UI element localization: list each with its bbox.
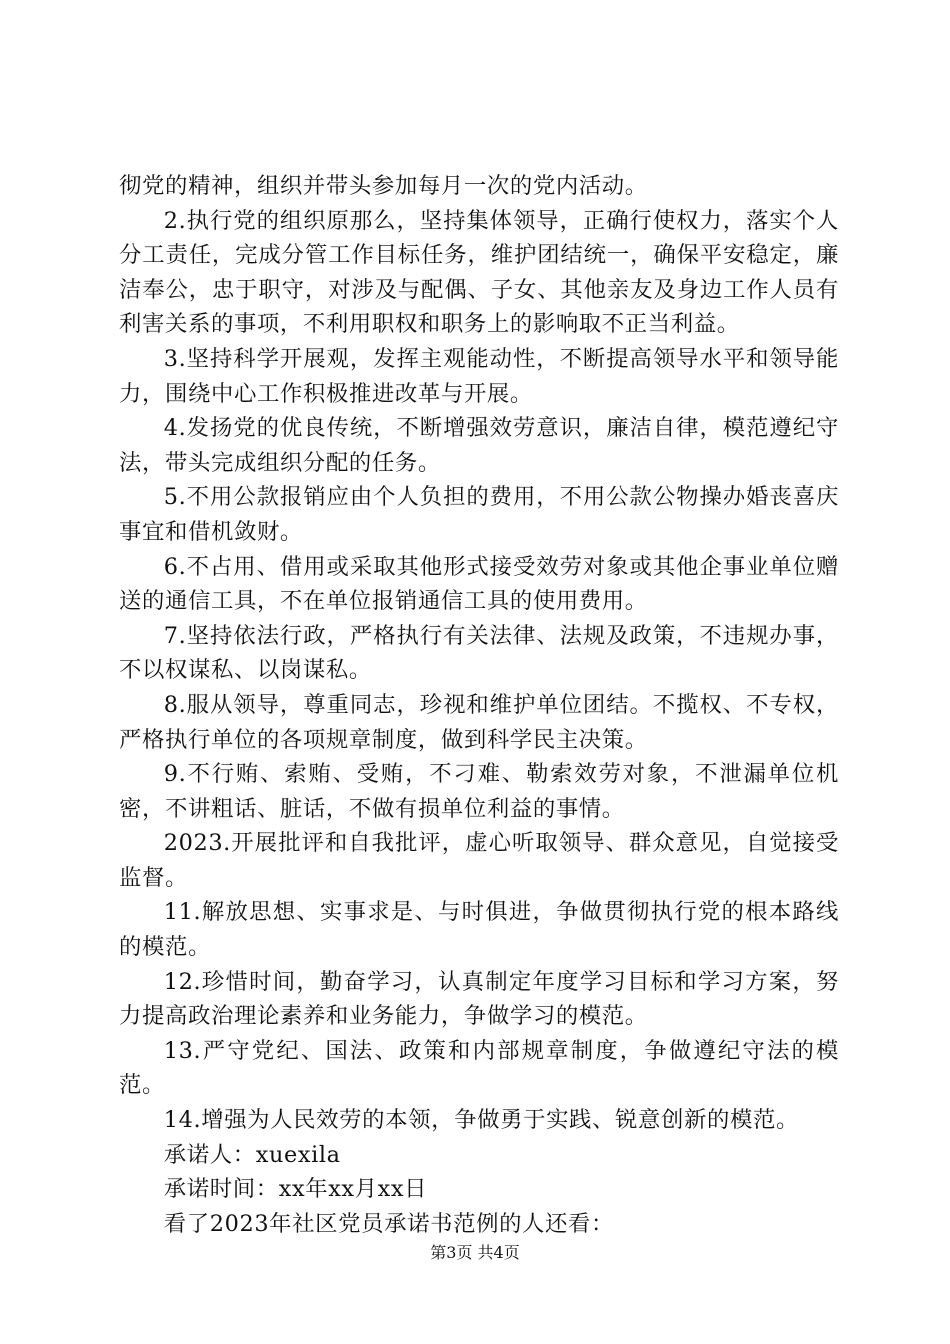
paragraph-item-12: 12.珍惜时间，勤奋学习，认真制定年度学习目标和学习方案，努力提高政治理论素养和业务能力，争做学习的模范。 (119, 968, 839, 1030)
paragraph-item-14: 14.增强为人民效劳的本领，争做勇于实践、锐意创新的模范。 (163, 1107, 799, 1134)
document-body (119, 169, 839, 1241)
signer-line: 承诺人：xuexila (163, 1141, 341, 1168)
paragraph-item-3: 3.坚持科学开展观，发挥主观能动性，不断提高领导水平和领导能力，围绕中心工作积极推进改革与开展。 (119, 345, 839, 407)
paragraph-item-11: 11.解放思想、实事求是、与时俱进，争做贯彻执行党的根本路线的模范。 (119, 899, 839, 961)
paragraph-item-13: 13.严守党纪、国法、政策和内部规章制度，争做遵纪守法的模范。 (119, 1037, 839, 1099)
paragraph-item-5: 5.不用公款报销应由个人负担的费用，不用公款公物操办婚丧喜庆事宜和借机敛财。 (119, 484, 839, 545)
date-line: 承诺时间：xx年xx月xx日 (163, 1176, 428, 1203)
paragraph-item-4: 4.发扬党的优良传统，不断增强效劳意识，廉洁自律，模范遵纪守法，带头完成组织分配的任务。 (119, 415, 839, 476)
paragraph-item-10: 2023.开展批评和自我批评，虚心听取领导、群众意见，自觉接受监督。 (119, 830, 839, 891)
paragraph-item-6: 6.不占用、借用或采取其他形式接受效劳对象或其他企事业单位赠送的通信工具，不在单位报销通信工具的使用费用。 (119, 553, 839, 615)
paragraph-item-7: 7.坚持依法行政，严格执行有关法律、法规及政策，不违规办事，不以权谋私、以岗谋私。 (119, 622, 839, 684)
page-number-footer: 第3页 共4页 (430, 1243, 520, 1262)
paragraph-continuation: 彻党的精神，组织并带头参加每月一次的党内活动。 (119, 173, 648, 199)
paragraph-item-8: 8.服从领导，尊重同志，珍视和维护单位团结。不揽权、不专权，严格执行单位的各项规章制度，做到科学民主决策。 (119, 691, 839, 753)
related-reading-line: 看了2023年社区党员承诺书范例的人还看： (163, 1210, 615, 1237)
paragraph-item-2: 2.执行党的组织原那么，坚持集体领导，正确行使权力，落实个人分工责任，完成分管工作目标任务，维护团结统一，确保平安稳定，廉洁奉公，忠于职守，对涉及与配偶、子女、其他亲友及身边工作人员有利害关系的事项，不利用职权和职务上的影响取不正当利益。 (119, 207, 839, 338)
paragraph-item-9: 9.不行贿、索贿、受贿，不刁难、勒索效劳对象，不泄漏单位机密，不讲粗话、脏话，不做有损单位利益的事情。 (119, 761, 839, 822)
